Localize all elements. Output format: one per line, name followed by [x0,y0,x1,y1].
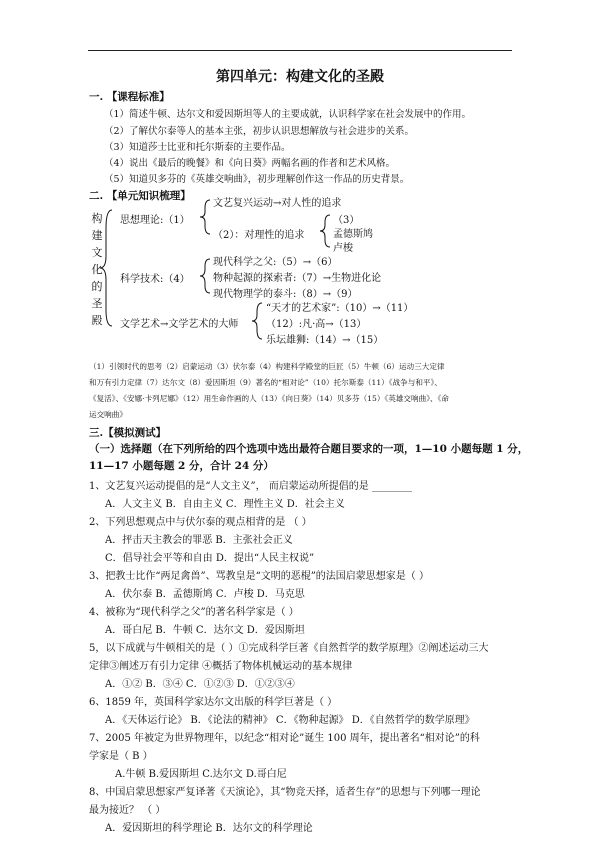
vertical-char: 化 [91,263,103,276]
vertical-char: 文 [91,246,103,259]
vertical-char: 圣 [91,297,103,310]
vertical-char: 的 [91,280,103,293]
reason-line: （2）：对理性的追求 [213,230,305,241]
arts-row: “天才的艺术家”:（10）→（11） [266,303,414,314]
standard-item: （2）了解伏尔泰等人的基本主张，初步认识思想解放与社会进步的关系。 [104,126,415,137]
vertical-unit-title [90,210,104,329]
science-label: 科学技术:（4） [120,274,190,285]
option-line: A．《天体运行论》 B．《论法的精神》 C．《物种起源》 D．《自然哲学的数学原理》 [105,715,475,726]
standard-item: （3）知道莎士比亚和托尔斯泰的主要作品。 [104,142,291,153]
header-rule [88,50,512,51]
renaissance-line: 文艺复兴运动→对人性的追求 [213,198,342,209]
science-row: 现代物理学的泰斗:（8）→（9） [213,289,358,300]
option-line: A．①② B．③④ C．①②③ D．①②③④ [105,679,295,690]
question-line: 定律③阐述万有引力定律 ④概括了物体机械运动的基本规律 [89,661,353,672]
section3-heading: 三.【模拟测试】 [89,427,167,439]
choice-heading: （一）选择题（在下列所给的四个选项中选出最符合题目要求的一项，1—10 小题每题 1 分， [89,443,529,455]
science-row: 现代科学之父:（5）→（6） [213,257,338,268]
question-line: 1、文艺复兴运动提倡的是“人文主义”， 而启蒙运动所提倡的是 ________ [89,481,412,492]
vertical-char: 殿 [91,314,103,327]
option-line: A．人文主义 B．自由主义 C．理性主义 D．社会主义 [105,499,345,510]
question-line: 2、下列思想观点中与伏尔泰的观点相背的是 （ ） [89,517,312,528]
standard-item: （5）知道贝多芬的《英雄交响曲》，初步理解创作这一作品的历史背景。 [104,174,410,185]
science-row: 物种起源的探索者:（7）→生物进化论 [213,273,382,284]
rousseau: 卢梭 [333,243,353,254]
option-line: A．爱因斯坦的科学理论 B．达尔文的科学理论 [105,823,313,834]
option-line: A．伏尔泰 B．孟德斯鸠 C．卢梭 D．马克思 [105,589,305,600]
enlightenment-bracket [320,215,330,247]
question-line: 学家是（ B ） [89,751,153,762]
question-line: 最为接近？ （ ） [89,805,166,816]
choice-heading: 11—17 小题每题 2 分，合计 24 分） [89,460,274,472]
option-line: A.牛顿 B.爱因斯坦 C.达尔文 D.哥白尼 [115,769,287,780]
option-line: A．抨击天主教会的罪恶 B．主张社会正义 [105,535,293,546]
question-line: 3、把教士比作“两足禽兽”、骂教皇是“文明的恶棍”的法国启蒙思想家是（ ） [89,571,429,582]
option-line: C．倡导社会平等和自由 D．提出“人民主权说” [105,553,315,564]
question-line: 4、被称为“现代科学之父”的著名科学家是（ ） [89,607,299,618]
vertical-char: 建 [91,229,103,242]
thought-bracket [200,200,210,234]
arts-label: 文学艺术→文学艺术的大师 [120,319,239,330]
page-title: 第四单元：构建文化的圣殿 [216,69,384,85]
answer-line: 和万有引力定律（7）达尔文（8）爱因斯坦（9）著名的“相对论”（10）托尔斯泰（11）《战争与和平》、 [89,378,442,387]
section1-heading: 一. 【课程标准】 [89,91,170,103]
option-line: A．哥白尼 B．牛顿 C．达尔文 D．爱因斯坦 [105,625,305,636]
blank-3: （3） [333,215,360,226]
section2-heading: 二. 【单元知识梳理】 [89,190,191,202]
vertical-char: 构 [91,212,103,225]
answer-line: 运交响曲》 [89,410,127,419]
arts-row: 乐坛雄狮:（14）→（15） [266,335,384,346]
thought-label: 思想理论:（1） [120,215,190,226]
arts-row: （12）:凡·高→（13） [266,319,367,330]
question-line: 6、1859 年，英国科学家达尔文出版的科学巨著是（ ） [89,697,338,708]
standard-item: （4）说出《最后的晚餐》和《向日葵》两幅名画的作者和艺术风格。 [104,158,396,169]
standard-item: （1）简述牛顿、达尔文和爱因斯坦等人的主要成就，认识科学家在社会发展中的作用。 [104,109,472,120]
question-line: 5，以下成就与牛顿相关的是（ ）①完成科学巨著《自然哲学的数学原理》②阐述运动三大 [89,643,489,654]
answer-line: （1）引领时代的思考（2）启蒙运动（3）伏尔泰（4）构建科学殿堂的巨匠（5）牛顿（6）运动三大定律 [89,362,445,371]
science-bracket [200,259,210,293]
answer-line: 《复活》、《安娜·卡列尼娜》（12）用生命作画的人（13）《向日葵》（14）贝多芬（15）《英雄交响曲》、《命 [89,394,449,403]
question-line: 7、2005 年被定为世界物理年，以纪念“相对论”诞生 100 周年，提出著名“相对论”的科 [89,733,480,744]
question-line: 8、中国启蒙思想家严复译著《天演论》，其“物竞天择，适者生存”的思想与下列哪一理论 [89,787,481,798]
arts-bracket [252,303,262,339]
montesquieu: 孟德斯鸠 [333,229,373,240]
